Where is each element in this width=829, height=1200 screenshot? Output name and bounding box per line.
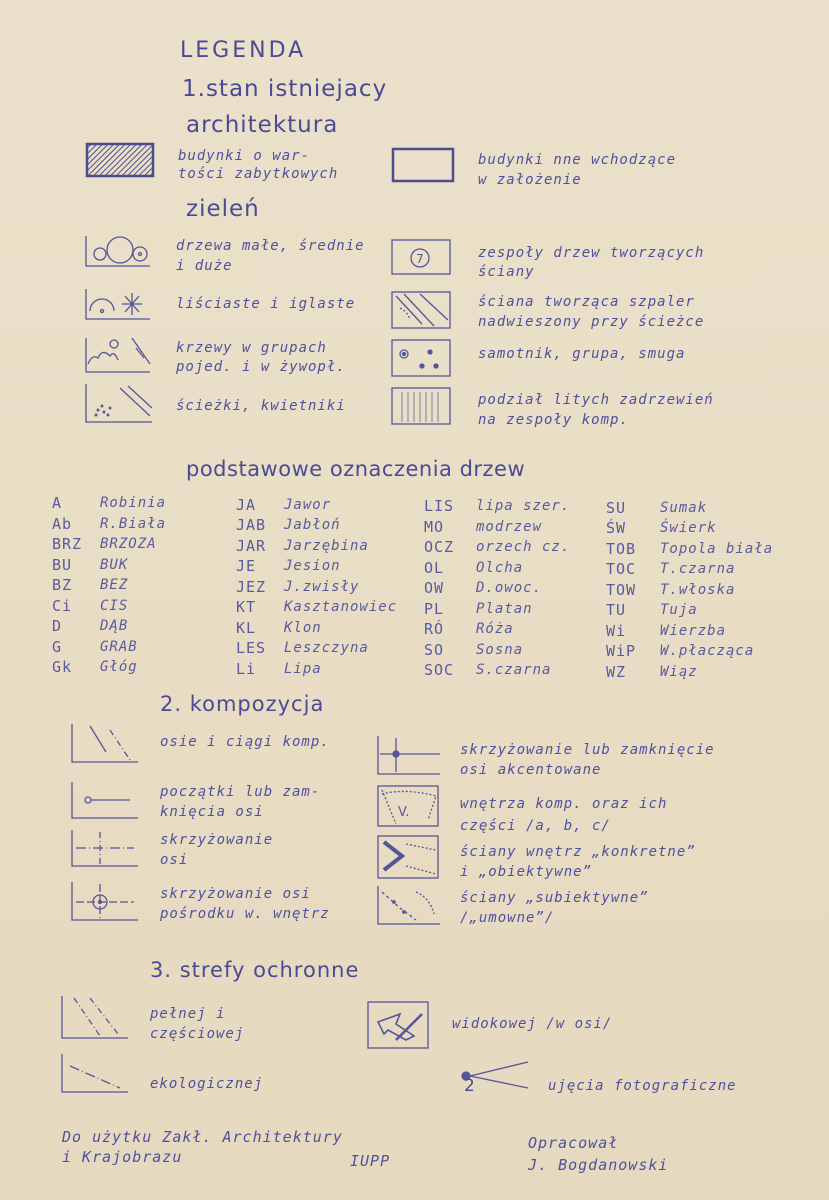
- comp-right-3b: i „obiektywne”: [460, 864, 593, 880]
- tree-code: TU: [606, 601, 627, 619]
- greenery-right-4b: na zespoły komp.: [478, 412, 629, 428]
- tree-name: Klon: [284, 619, 322, 636]
- footer-institute: IUPP: [350, 1152, 391, 1170]
- solitary-group-icon: [390, 338, 454, 378]
- interior-icon: [376, 784, 444, 828]
- tree-code: SOC: [424, 661, 455, 679]
- arch-label-1b: tości zabytkowych: [178, 166, 339, 182]
- tree-code: JAB: [236, 516, 267, 534]
- photo-shot-number: 2: [464, 1076, 476, 1096]
- tree-group-number-icon: [390, 238, 454, 276]
- tree-code: RÓ: [424, 620, 445, 638]
- tree-name: Jabłoń: [284, 517, 341, 533]
- greenery-left-3b: pojed. i w żywopł.: [176, 359, 346, 375]
- greenery-right-3: samotnik, grupa, smuga: [478, 346, 686, 362]
- tree-code: BRZ: [52, 535, 83, 553]
- tree-code: KT: [236, 598, 257, 616]
- arch-label-2a: budynki nne wchodzące: [478, 152, 677, 168]
- tree-name: Robinia: [100, 495, 167, 511]
- greenery-left-3a: krzewy w grupach: [176, 340, 327, 356]
- path-flowerbed-icon: [84, 382, 156, 424]
- arch-label-1a: budynki o war-: [178, 148, 311, 164]
- ecological-zone-icon: [60, 1052, 130, 1094]
- comp-left-3b: osi: [160, 852, 189, 868]
- tree-code: LIS: [424, 497, 455, 515]
- accented-cross-icon: [376, 734, 444, 776]
- tree-name: Jesion: [284, 558, 341, 574]
- empty-building-icon: [392, 148, 456, 184]
- tree-name: Świerk: [660, 520, 717, 536]
- comp-left-2a: początki lub zam-: [160, 784, 321, 800]
- tree-name: orzech cz.: [476, 539, 571, 555]
- tree-name: S.czarna: [476, 662, 552, 678]
- section1-heading: 1.stan istniejacy: [182, 76, 388, 102]
- tree-name: Topola biała: [660, 540, 774, 557]
- tree-name: DĄB: [100, 618, 129, 634]
- tree-name: Jarzębina: [284, 537, 369, 554]
- protection-3: widokowej /w osi/: [452, 1016, 613, 1032]
- tree-name: BEZ: [100, 577, 129, 593]
- comp-right-1b: osi akcentowane: [460, 762, 602, 778]
- tree-code: TOB: [606, 539, 637, 558]
- tree-name: D.owoc.: [476, 580, 543, 596]
- tree-code: Ci: [52, 596, 73, 615]
- tree-name: Leszczyna: [284, 640, 369, 656]
- tree-code: BZ: [52, 576, 73, 594]
- tree-code: WiP: [606, 642, 637, 660]
- tree-name: T.czarna: [660, 561, 736, 577]
- hedge-wall-icon: [390, 290, 454, 330]
- tree-name: CIS: [100, 597, 129, 614]
- greenery-right-1b: ściany: [478, 264, 535, 280]
- protection-2: ekologicznej: [150, 1076, 264, 1092]
- footer-use-line1: Do użytku Zakł. Architektury: [62, 1128, 343, 1146]
- tree-code: Gk: [52, 658, 73, 676]
- tree-code: TOC: [606, 560, 637, 578]
- tree-name: Platan: [476, 600, 533, 617]
- comp-right-4a: ściany „subiektywne”: [460, 890, 649, 906]
- comp-left-4a: skrzyżowanie osi: [160, 886, 311, 902]
- tree-name: BRZOZA: [100, 536, 157, 552]
- tree-code: A: [52, 494, 63, 512]
- comp-right-2a: wnętrza komp. oraz ich: [460, 796, 668, 812]
- tree-code: ŚW: [606, 519, 627, 537]
- comp-left-4b: pośrodku w. wnętrz: [160, 906, 330, 922]
- tree-code: OCZ: [424, 538, 455, 556]
- comp-left-2b: knięcia osi: [160, 804, 264, 820]
- tree-name: GRAB: [100, 638, 138, 655]
- comp-right-1a: skrzyżowanie lub zamknięcie: [460, 742, 715, 758]
- tree-code: JE: [236, 557, 257, 575]
- tree-code: LES: [236, 639, 267, 657]
- tree-name: Wiąz: [660, 663, 698, 680]
- svg-text:7: 7: [416, 252, 424, 266]
- architecture-heading: architektura: [186, 112, 339, 138]
- tree-code: G: [52, 637, 63, 656]
- tree-code: MO: [424, 517, 445, 536]
- tree-name: Kasztanowiec: [284, 599, 398, 615]
- tree-name: Wierzba: [660, 622, 727, 639]
- greenery-heading: zieleń: [186, 196, 260, 222]
- tree-code: Ab: [52, 514, 73, 533]
- tree-code: Li: [236, 659, 257, 678]
- tree-code: TOW: [606, 580, 637, 599]
- greenery-right-2b: nadwieszony przy ścieżce: [478, 314, 705, 330]
- tree-code: PL: [424, 599, 445, 618]
- legend-title: LEGENDA: [180, 38, 307, 63]
- section2-heading: 2. kompozycja: [160, 692, 325, 716]
- protection-1a: pełnej i: [150, 1006, 226, 1022]
- greenery-right-4a: podział litych zadrzewień: [478, 392, 714, 408]
- tree-name: Olcha: [476, 559, 524, 576]
- tree-code: JEZ: [236, 577, 267, 596]
- concrete-walls-icon: [376, 834, 444, 880]
- tree-sizes-icon: [84, 232, 154, 268]
- shrub-group-icon: [84, 334, 156, 374]
- tree-code: BU: [52, 555, 73, 574]
- greenery-left-1a: drzewa małe, średnie: [176, 238, 365, 254]
- tree-code: OW: [424, 579, 445, 597]
- tree-name: modrzew: [476, 518, 543, 535]
- tree-name: R.Biała: [100, 515, 167, 532]
- tree-name: Róża: [476, 621, 514, 637]
- greenery-right-1a: zespoły drzew tworzących: [478, 245, 705, 261]
- axis-icon: [70, 722, 140, 764]
- tree-name: Tuja: [660, 602, 698, 618]
- arch-label-2b: w założenie: [478, 172, 582, 188]
- comp-left-1: osie i ciągi komp.: [160, 734, 330, 750]
- full-partial-zone-icon: [60, 994, 130, 1040]
- tree-code: JAR: [236, 536, 267, 555]
- division-zones-icon: [390, 386, 454, 426]
- svg-text:V.: V.: [398, 805, 410, 820]
- axis-cross-center-icon: [70, 880, 140, 922]
- comp-right-3a: ściany wnętrz „konkretne”: [460, 844, 696, 860]
- tree-code: Wi: [606, 621, 627, 640]
- footer-prepared-by: Opracował: [528, 1134, 619, 1152]
- tree-name: lipa szer.: [476, 498, 571, 514]
- subjective-walls-icon: [376, 884, 444, 926]
- tree-code: OL: [424, 558, 445, 577]
- tree-code: WZ: [606, 662, 627, 681]
- view-zone-icon: [366, 1000, 432, 1050]
- tree-code: KL: [236, 618, 257, 637]
- comp-right-2b: części /a, b, c/: [460, 818, 611, 834]
- protection-1b: częściowej: [150, 1026, 245, 1042]
- greenery-left-1b: i duże: [176, 258, 233, 274]
- tree-code: SO: [424, 640, 445, 659]
- deciduous-conifer-icon: [84, 287, 154, 321]
- comp-left-3a: skrzyżowanie: [160, 832, 274, 848]
- section3-heading: 3. strefy ochronne: [150, 958, 360, 982]
- axis-cross-icon: [70, 828, 140, 868]
- tree-name: BUK: [100, 556, 129, 573]
- comp-right-4b: /„umowne”/: [460, 910, 555, 926]
- tree-name: Lipa: [284, 660, 322, 677]
- tree-code: D: [52, 617, 63, 635]
- tree-name: Sumak: [660, 499, 708, 516]
- greenery-left-2: liściaste i iglaste: [176, 296, 356, 312]
- tree-code: JA: [236, 495, 257, 514]
- hatched-building-icon: [86, 143, 156, 179]
- footer-author: J. Bogdanowski: [528, 1156, 669, 1174]
- footer-use-line2: i Krajobrazu: [62, 1148, 183, 1166]
- tree-name: W.płacząca: [660, 643, 755, 659]
- tree-name: Głóg: [100, 659, 138, 675]
- tree-name: Sosna: [476, 641, 524, 658]
- tree-name: Jawor: [284, 496, 332, 513]
- tree-name: J.zwisły: [284, 578, 360, 595]
- greenery-left-4: ścieżki, kwietniki: [176, 398, 346, 414]
- trees-heading: podstawowe oznaczenia drzew: [186, 457, 526, 481]
- axis-start-icon: [70, 780, 140, 820]
- protection-4: ujęcia fotograficzne: [548, 1078, 737, 1094]
- tree-name: T.włoska: [660, 581, 736, 598]
- tree-code: SU: [606, 498, 627, 517]
- greenery-right-2a: ściana tworząca szpaler: [478, 294, 695, 310]
